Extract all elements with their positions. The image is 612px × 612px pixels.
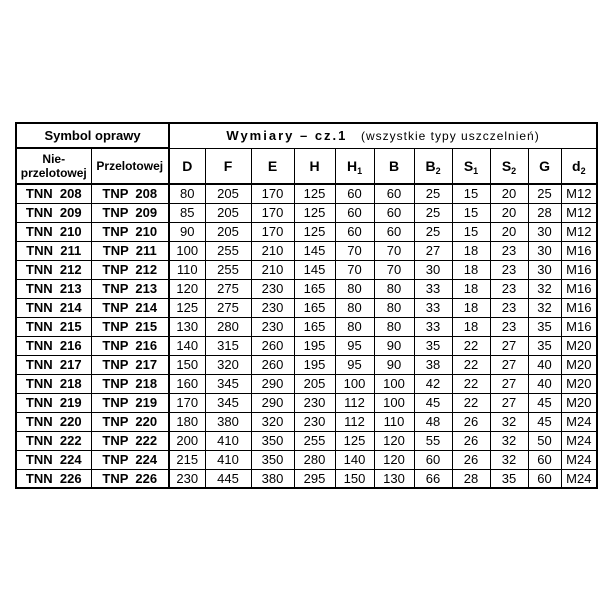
dim-value-h: 125: [294, 222, 335, 241]
dim-value-s2: 20: [490, 203, 528, 222]
symbol-tnp: TNP 215: [91, 317, 169, 336]
dim-value-f: 410: [205, 450, 251, 469]
dim-value-s2: 32: [490, 431, 528, 450]
symbol-tnn: TNN 209: [16, 203, 91, 222]
symbol-tnp: TNP 216: [91, 336, 169, 355]
dim-value-s2: 27: [490, 393, 528, 412]
dim-value-d: 230: [169, 469, 205, 488]
dim-value-b2: 35: [414, 336, 452, 355]
dim-value-b2: 33: [414, 279, 452, 298]
dim-value-d: 140: [169, 336, 205, 355]
symbol-tnn: TNN 208: [16, 184, 91, 203]
dimensions-note: (wszystkie typy uszczelnień): [361, 129, 540, 144]
dim-value-e: 210: [251, 241, 294, 260]
symbol-tnn: TNN 211: [16, 241, 91, 260]
col-dim-b: B: [374, 148, 414, 184]
dim-value-s2: 27: [490, 355, 528, 374]
col-dim-g: G: [528, 148, 561, 184]
dim-value-s2: 35: [490, 469, 528, 488]
dim-value-b: 90: [374, 355, 414, 374]
dim-value-e: 210: [251, 260, 294, 279]
dim-value-f: 380: [205, 412, 251, 431]
dim-value-e: 260: [251, 336, 294, 355]
symbol-tnp: TNP 226: [91, 469, 169, 488]
dim-value-f: 205: [205, 222, 251, 241]
dim-value-d2: M16: [561, 298, 597, 317]
dim-value-h: 280: [294, 450, 335, 469]
dim-value-f: 275: [205, 279, 251, 298]
col-dim-f: F: [205, 148, 251, 184]
dim-value-s2: 20: [490, 184, 528, 203]
dim-value-e: 290: [251, 374, 294, 393]
col-nie-przelotowej: Nie- przelotowej: [16, 148, 91, 184]
dim-value-s1: 15: [452, 184, 490, 203]
dim-value-s2: 23: [490, 298, 528, 317]
dim-value-d: 200: [169, 431, 205, 450]
dim-value-h: 195: [294, 336, 335, 355]
dim-value-s1: 18: [452, 317, 490, 336]
symbol-tnn: TNN 222: [16, 431, 91, 450]
dim-value-e: 320: [251, 412, 294, 431]
dim-value-b2: 33: [414, 317, 452, 336]
dim-value-d: 90: [169, 222, 205, 241]
dim-value-e: 350: [251, 450, 294, 469]
symbol-tnp: TNP 219: [91, 393, 169, 412]
dim-value-g: 25: [528, 184, 561, 203]
dim-value-b2: 45: [414, 393, 452, 412]
dim-value-d2: M12: [561, 222, 597, 241]
symbol-tnn: TNN 216: [16, 336, 91, 355]
dim-value-b2: 30: [414, 260, 452, 279]
dim-value-b: 70: [374, 260, 414, 279]
dim-value-d2: M20: [561, 336, 597, 355]
symbol-tnn: TNN 215: [16, 317, 91, 336]
dim-value-g: 35: [528, 336, 561, 355]
dim-value-h1: 125: [335, 431, 374, 450]
dim-value-e: 230: [251, 317, 294, 336]
dim-value-d2: M20: [561, 355, 597, 374]
dim-value-b: 70: [374, 241, 414, 260]
dim-value-h: 195: [294, 355, 335, 374]
dim-value-f: 205: [205, 184, 251, 203]
table-row: [16, 298, 597, 317]
dim-value-d: 150: [169, 355, 205, 374]
dim-value-e: 170: [251, 222, 294, 241]
table-row: [16, 317, 597, 336]
dim-value-g: 30: [528, 260, 561, 279]
dim-value-b: 100: [374, 393, 414, 412]
symbol-tnn: TNN 226: [16, 469, 91, 488]
dim-value-s2: 23: [490, 241, 528, 260]
dim-value-e: 260: [251, 355, 294, 374]
dim-value-h1: 70: [335, 241, 374, 260]
dim-value-b2: 33: [414, 298, 452, 317]
table-row: [16, 393, 597, 412]
dim-value-d: 80: [169, 184, 205, 203]
dim-value-d2: M16: [561, 317, 597, 336]
dim-value-f: 205: [205, 203, 251, 222]
table-row: [16, 260, 597, 279]
dim-value-g: 45: [528, 393, 561, 412]
dim-value-d2: M16: [561, 260, 597, 279]
dim-value-s1: 26: [452, 431, 490, 450]
dim-value-f: 315: [205, 336, 251, 355]
dim-value-d2: M24: [561, 469, 597, 488]
dim-value-s1: 22: [452, 374, 490, 393]
dim-value-d: 125: [169, 298, 205, 317]
dim-value-g: 40: [528, 374, 561, 393]
dim-value-h: 205: [294, 374, 335, 393]
dim-value-b2: 60: [414, 450, 452, 469]
dim-value-b2: 48: [414, 412, 452, 431]
dim-value-d: 160: [169, 374, 205, 393]
dim-value-b2: 25: [414, 222, 452, 241]
symbol-tnn: TNN 212: [16, 260, 91, 279]
dim-value-h1: 95: [335, 336, 374, 355]
dim-value-h: 295: [294, 469, 335, 488]
symbol-tnn: TNN 219: [16, 393, 91, 412]
col-dim-b2: $B_2$: [414, 148, 452, 184]
dim-value-g: 60: [528, 450, 561, 469]
dim-value-s1: 28: [452, 469, 490, 488]
dim-value-s1: 18: [452, 260, 490, 279]
dim-value-b: 80: [374, 317, 414, 336]
dim-value-d2: M12: [561, 184, 597, 203]
dim-value-h1: 60: [335, 184, 374, 203]
dim-value-b2: 42: [414, 374, 452, 393]
dim-value-e: 170: [251, 203, 294, 222]
dim-value-d2: M12: [561, 203, 597, 222]
dim-value-b2: 38: [414, 355, 452, 374]
dim-value-b: 130: [374, 469, 414, 488]
dim-value-e: 290: [251, 393, 294, 412]
table-row: [16, 355, 597, 374]
dim-value-s2: 23: [490, 279, 528, 298]
dim-value-d: 130: [169, 317, 205, 336]
dim-value-g: 28: [528, 203, 561, 222]
dim-value-h: 125: [294, 184, 335, 203]
dim-value-h1: 60: [335, 222, 374, 241]
dim-value-s1: 15: [452, 203, 490, 222]
dim-value-f: 345: [205, 374, 251, 393]
col-dim-s2: $S_2$: [490, 148, 528, 184]
symbol-tnp: TNP 214: [91, 298, 169, 317]
dim-value-b: 90: [374, 336, 414, 355]
dim-value-f: 280: [205, 317, 251, 336]
col-dim-d: D: [169, 148, 205, 184]
dim-value-g: 32: [528, 279, 561, 298]
symbol-tnn: TNN 218: [16, 374, 91, 393]
dim-value-s2: 32: [490, 450, 528, 469]
dim-value-h1: 80: [335, 317, 374, 336]
table-row: [16, 469, 597, 488]
symbol-header: Symbol oprawy: [16, 123, 169, 148]
symbol-tnn: TNN 210: [16, 222, 91, 241]
dim-value-h: 125: [294, 203, 335, 222]
table-row: [16, 241, 597, 260]
dimensions-header: [169, 123, 597, 148]
dim-value-d2: M24: [561, 431, 597, 450]
symbol-tnp: TNP 224: [91, 450, 169, 469]
symbol-tnn: TNN 224: [16, 450, 91, 469]
dim-value-s1: 18: [452, 279, 490, 298]
dim-value-s1: 22: [452, 355, 490, 374]
dim-value-b: 120: [374, 450, 414, 469]
symbol-tnp: TNP 212: [91, 260, 169, 279]
dim-value-b2: 66: [414, 469, 452, 488]
dim-value-b2: 25: [414, 203, 452, 222]
dim-value-h: 230: [294, 393, 335, 412]
symbol-tnp: TNP 218: [91, 374, 169, 393]
dim-value-f: 275: [205, 298, 251, 317]
dim-value-s2: 20: [490, 222, 528, 241]
symbol-tnn: TNN 217: [16, 355, 91, 374]
dim-value-f: 345: [205, 393, 251, 412]
col-dim-d2: $d_2$: [561, 148, 597, 184]
table-row: [16, 222, 597, 241]
dim-value-g: 30: [528, 241, 561, 260]
dim-value-d: 180: [169, 412, 205, 431]
dim-value-e: 170: [251, 184, 294, 203]
dim-value-s1: 26: [452, 412, 490, 431]
table-row: [16, 374, 597, 393]
dim-value-s1: 22: [452, 336, 490, 355]
dim-value-b: 60: [374, 222, 414, 241]
dim-value-b: 80: [374, 298, 414, 317]
dim-value-s2: 27: [490, 374, 528, 393]
table-row: [16, 431, 597, 450]
dim-value-e: 380: [251, 469, 294, 488]
dim-value-f: 445: [205, 469, 251, 488]
dim-value-h: 230: [294, 412, 335, 431]
dim-value-h1: 70: [335, 260, 374, 279]
symbol-tnn: TNN 220: [16, 412, 91, 431]
dim-value-d2: M16: [561, 279, 597, 298]
dim-value-f: 320: [205, 355, 251, 374]
dim-value-d: 170: [169, 393, 205, 412]
dim-value-s1: 22: [452, 393, 490, 412]
dim-value-h1: 112: [335, 393, 374, 412]
symbol-tnn: TNN 214: [16, 298, 91, 317]
dim-value-b2: 27: [414, 241, 452, 260]
dim-value-s2: 27: [490, 336, 528, 355]
dim-value-s1: 26: [452, 450, 490, 469]
dim-value-d: 85: [169, 203, 205, 222]
table-row: [16, 184, 597, 203]
table-row: [16, 336, 597, 355]
dim-value-s2: 23: [490, 317, 528, 336]
dim-value-g: 30: [528, 222, 561, 241]
dim-value-d2: M24: [561, 450, 597, 469]
dim-value-g: 60: [528, 469, 561, 488]
dim-value-e: 230: [251, 298, 294, 317]
dim-value-s2: 23: [490, 260, 528, 279]
symbol-tnp: TNP 222: [91, 431, 169, 450]
symbol-tnp: TNP 213: [91, 279, 169, 298]
dim-value-d2: M16: [561, 241, 597, 260]
dim-value-g: 50: [528, 431, 561, 450]
dim-value-h1: 140: [335, 450, 374, 469]
dim-value-f: 255: [205, 260, 251, 279]
symbol-tnp: TNP 217: [91, 355, 169, 374]
dim-value-g: 40: [528, 355, 561, 374]
symbol-tnp: TNP 210: [91, 222, 169, 241]
dimensions-table: [15, 122, 598, 489]
dim-value-b2: 55: [414, 431, 452, 450]
symbol-tnp: TNP 208: [91, 184, 169, 203]
dim-value-h1: 80: [335, 279, 374, 298]
symbol-tnp: TNP 209: [91, 203, 169, 222]
dim-value-s1: 18: [452, 298, 490, 317]
dim-value-b: 120: [374, 431, 414, 450]
dim-value-e: 350: [251, 431, 294, 450]
dim-value-d: 215: [169, 450, 205, 469]
dim-value-h: 145: [294, 260, 335, 279]
dim-value-d2: M24: [561, 412, 597, 431]
symbol-tnp: TNP 211: [91, 241, 169, 260]
dim-value-d: 110: [169, 260, 205, 279]
dim-value-h1: 100: [335, 374, 374, 393]
dim-value-d2: M20: [561, 374, 597, 393]
dim-value-e: 230: [251, 279, 294, 298]
dim-value-d: 100: [169, 241, 205, 260]
dim-value-s1: 15: [452, 222, 490, 241]
dim-value-g: 35: [528, 317, 561, 336]
col-przelotowej: Przelotowej: [91, 148, 169, 184]
col-dim-s1: $S_1$: [452, 148, 490, 184]
dim-value-b2: 25: [414, 184, 452, 203]
dim-value-h1: 112: [335, 412, 374, 431]
table-head: [16, 123, 597, 184]
dim-value-f: 255: [205, 241, 251, 260]
dim-value-h: 165: [294, 279, 335, 298]
dim-value-h1: 95: [335, 355, 374, 374]
dimensions-title: Wymiary – cz.1: [226, 128, 348, 144]
table-body: [16, 184, 597, 488]
dim-value-h1: 150: [335, 469, 374, 488]
dim-value-b: 110: [374, 412, 414, 431]
col-dim-h1: $H_1$: [335, 148, 374, 184]
table-row: [16, 412, 597, 431]
dim-value-f: 410: [205, 431, 251, 450]
dim-value-d: 120: [169, 279, 205, 298]
table-row: [16, 279, 597, 298]
dim-value-h1: 80: [335, 298, 374, 317]
dim-value-b: 80: [374, 279, 414, 298]
col-dim-e: E: [251, 148, 294, 184]
symbol-tnp: TNP 220: [91, 412, 169, 431]
dim-value-h: 255: [294, 431, 335, 450]
dim-value-g: 45: [528, 412, 561, 431]
dim-value-h: 165: [294, 298, 335, 317]
dim-value-g: 32: [528, 298, 561, 317]
dim-value-h1: 60: [335, 203, 374, 222]
dim-value-h: 165: [294, 317, 335, 336]
symbol-tnn: TNN 213: [16, 279, 91, 298]
dim-value-b: 60: [374, 184, 414, 203]
dim-value-h: 145: [294, 241, 335, 260]
dim-value-s1: 18: [452, 241, 490, 260]
dim-value-b: 100: [374, 374, 414, 393]
dim-value-s2: 32: [490, 412, 528, 431]
col-dim-h: H: [294, 148, 335, 184]
table-row: [16, 450, 597, 469]
dim-value-d2: M20: [561, 393, 597, 412]
dim-value-b: 60: [374, 203, 414, 222]
table-row: [16, 203, 597, 222]
